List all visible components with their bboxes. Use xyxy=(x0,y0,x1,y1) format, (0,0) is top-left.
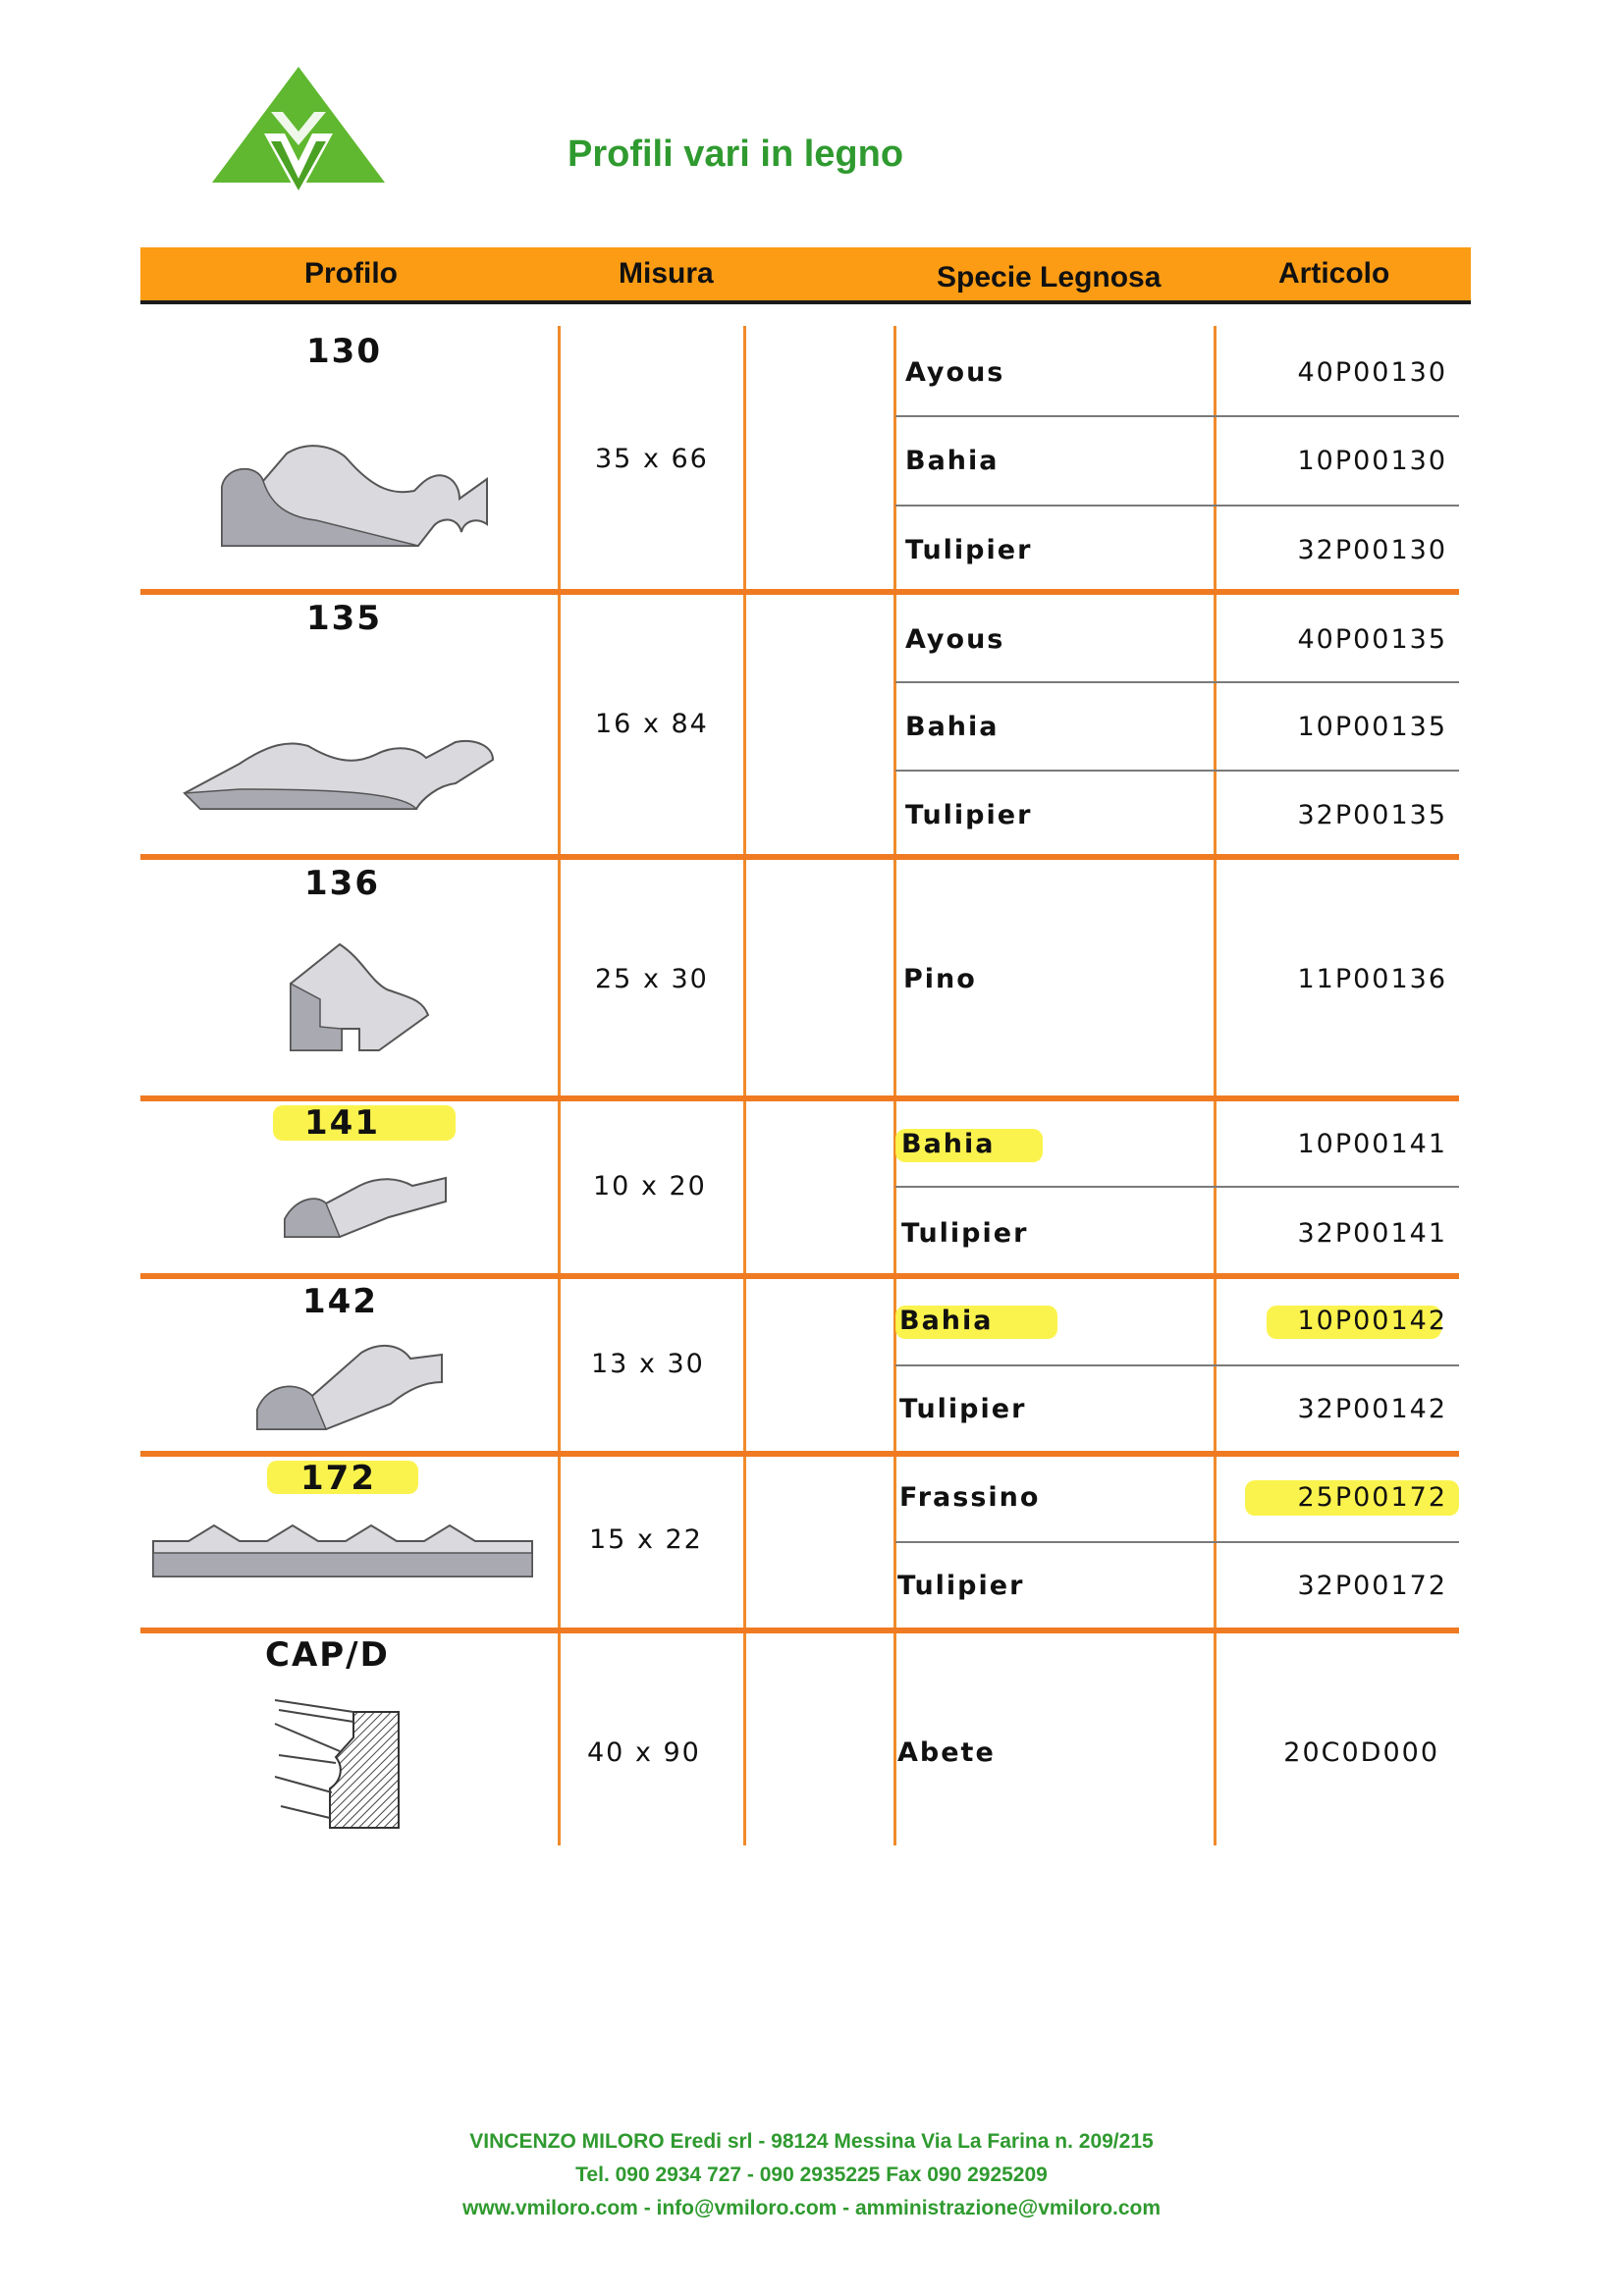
entry-divider xyxy=(895,1186,1459,1188)
column-line xyxy=(558,326,561,1845)
article-code: 10P00142 xyxy=(1297,1306,1447,1336)
article-code: 32P00142 xyxy=(1297,1394,1447,1424)
profile-136-drawing xyxy=(285,940,432,1054)
profile-141-drawing xyxy=(281,1172,450,1241)
header-profilo: Profilo xyxy=(304,257,398,290)
footer-web-email: www.vmiloro.com - info@vmiloro.com - amministrazione@vmiloro.com xyxy=(461,2197,1162,2219)
species-name: Bahia xyxy=(899,1306,994,1336)
profile-number: 130 xyxy=(306,332,382,371)
document-title: Profili vari in legno xyxy=(568,133,904,175)
header-articolo: Articolo xyxy=(1278,257,1390,290)
profile-capd-drawing xyxy=(271,1698,405,1832)
species-name: Tulipier xyxy=(905,800,1033,830)
row-separator xyxy=(140,1095,1459,1101)
header-rule xyxy=(140,300,1471,304)
species-name: Tulipier xyxy=(901,1218,1029,1249)
species-name: Tulipier xyxy=(897,1571,1025,1601)
measure-value: 10 x 20 xyxy=(593,1171,707,1201)
article-code: 25P00172 xyxy=(1297,1482,1447,1513)
row-separator xyxy=(140,1628,1459,1633)
article-code: 40P00135 xyxy=(1297,624,1447,655)
profile-142-drawing xyxy=(253,1339,446,1433)
entry-divider xyxy=(895,505,1459,507)
company-logo xyxy=(210,65,387,198)
measure-value: 16 x 84 xyxy=(595,709,709,739)
species-name: Bahia xyxy=(905,712,1000,742)
article-code: 32P00135 xyxy=(1297,800,1447,830)
profile-172-drawing xyxy=(149,1520,536,1580)
species-name: Tulipier xyxy=(905,535,1033,565)
entry-divider xyxy=(895,681,1459,683)
entry-divider xyxy=(895,1541,1459,1543)
article-code: 40P00130 xyxy=(1297,357,1447,388)
header-misura: Misura xyxy=(619,257,714,290)
article-code: 20C0D000 xyxy=(1283,1737,1439,1768)
measure-value: 15 x 22 xyxy=(589,1524,703,1555)
species-name: Ayous xyxy=(905,624,1005,655)
species-name: Bahia xyxy=(905,446,1000,476)
entry-divider xyxy=(895,1364,1459,1366)
entry-divider xyxy=(895,770,1459,772)
profile-130-drawing xyxy=(218,430,489,550)
header-specie-legnosa: Specie Legnosa xyxy=(937,261,1162,294)
footer-phone: Tel. 090 2934 727 - 090 2935225 Fax 090 2925209 xyxy=(575,2163,1048,2186)
measure-value: 35 x 66 xyxy=(595,444,709,474)
species-name: Tulipier xyxy=(899,1394,1027,1424)
species-name: Ayous xyxy=(905,357,1005,388)
article-code: 11P00136 xyxy=(1297,964,1447,994)
row-separator xyxy=(140,854,1459,860)
measure-value: 25 x 30 xyxy=(595,964,709,994)
species-name: Abete xyxy=(897,1737,996,1768)
article-code: 10P00130 xyxy=(1297,446,1447,476)
article-code: 32P00130 xyxy=(1297,535,1447,565)
profile-number: 172 xyxy=(300,1459,376,1498)
article-code: 10P00135 xyxy=(1297,712,1447,742)
species-name: Frassino xyxy=(899,1482,1041,1513)
row-separator xyxy=(140,1273,1459,1279)
column-line xyxy=(893,326,896,1845)
article-code: 10P00141 xyxy=(1297,1129,1447,1159)
species-name: Pino xyxy=(903,964,977,994)
entry-divider xyxy=(895,415,1459,417)
row-separator xyxy=(140,589,1459,595)
profile-number: 136 xyxy=(304,864,380,903)
measure-value: 40 x 90 xyxy=(587,1737,701,1768)
profile-number: 142 xyxy=(302,1282,378,1321)
row-separator xyxy=(140,1451,1459,1457)
profile-number: 135 xyxy=(306,599,382,638)
footer-address: VINCENZO MILORO Eredi srl - 98124 Messina Via La Farina n. 209/215 xyxy=(469,2130,1154,2153)
profile-135-drawing xyxy=(181,724,497,813)
profile-number: 141 xyxy=(304,1103,380,1143)
column-line xyxy=(743,326,746,1845)
measure-value: 13 x 30 xyxy=(591,1349,705,1379)
footer xyxy=(0,2125,1623,2225)
article-code: 32P00141 xyxy=(1297,1218,1447,1249)
article-code: 32P00172 xyxy=(1297,1571,1447,1601)
profile-number: CAP/D xyxy=(265,1635,390,1675)
species-name: Bahia xyxy=(901,1129,996,1159)
